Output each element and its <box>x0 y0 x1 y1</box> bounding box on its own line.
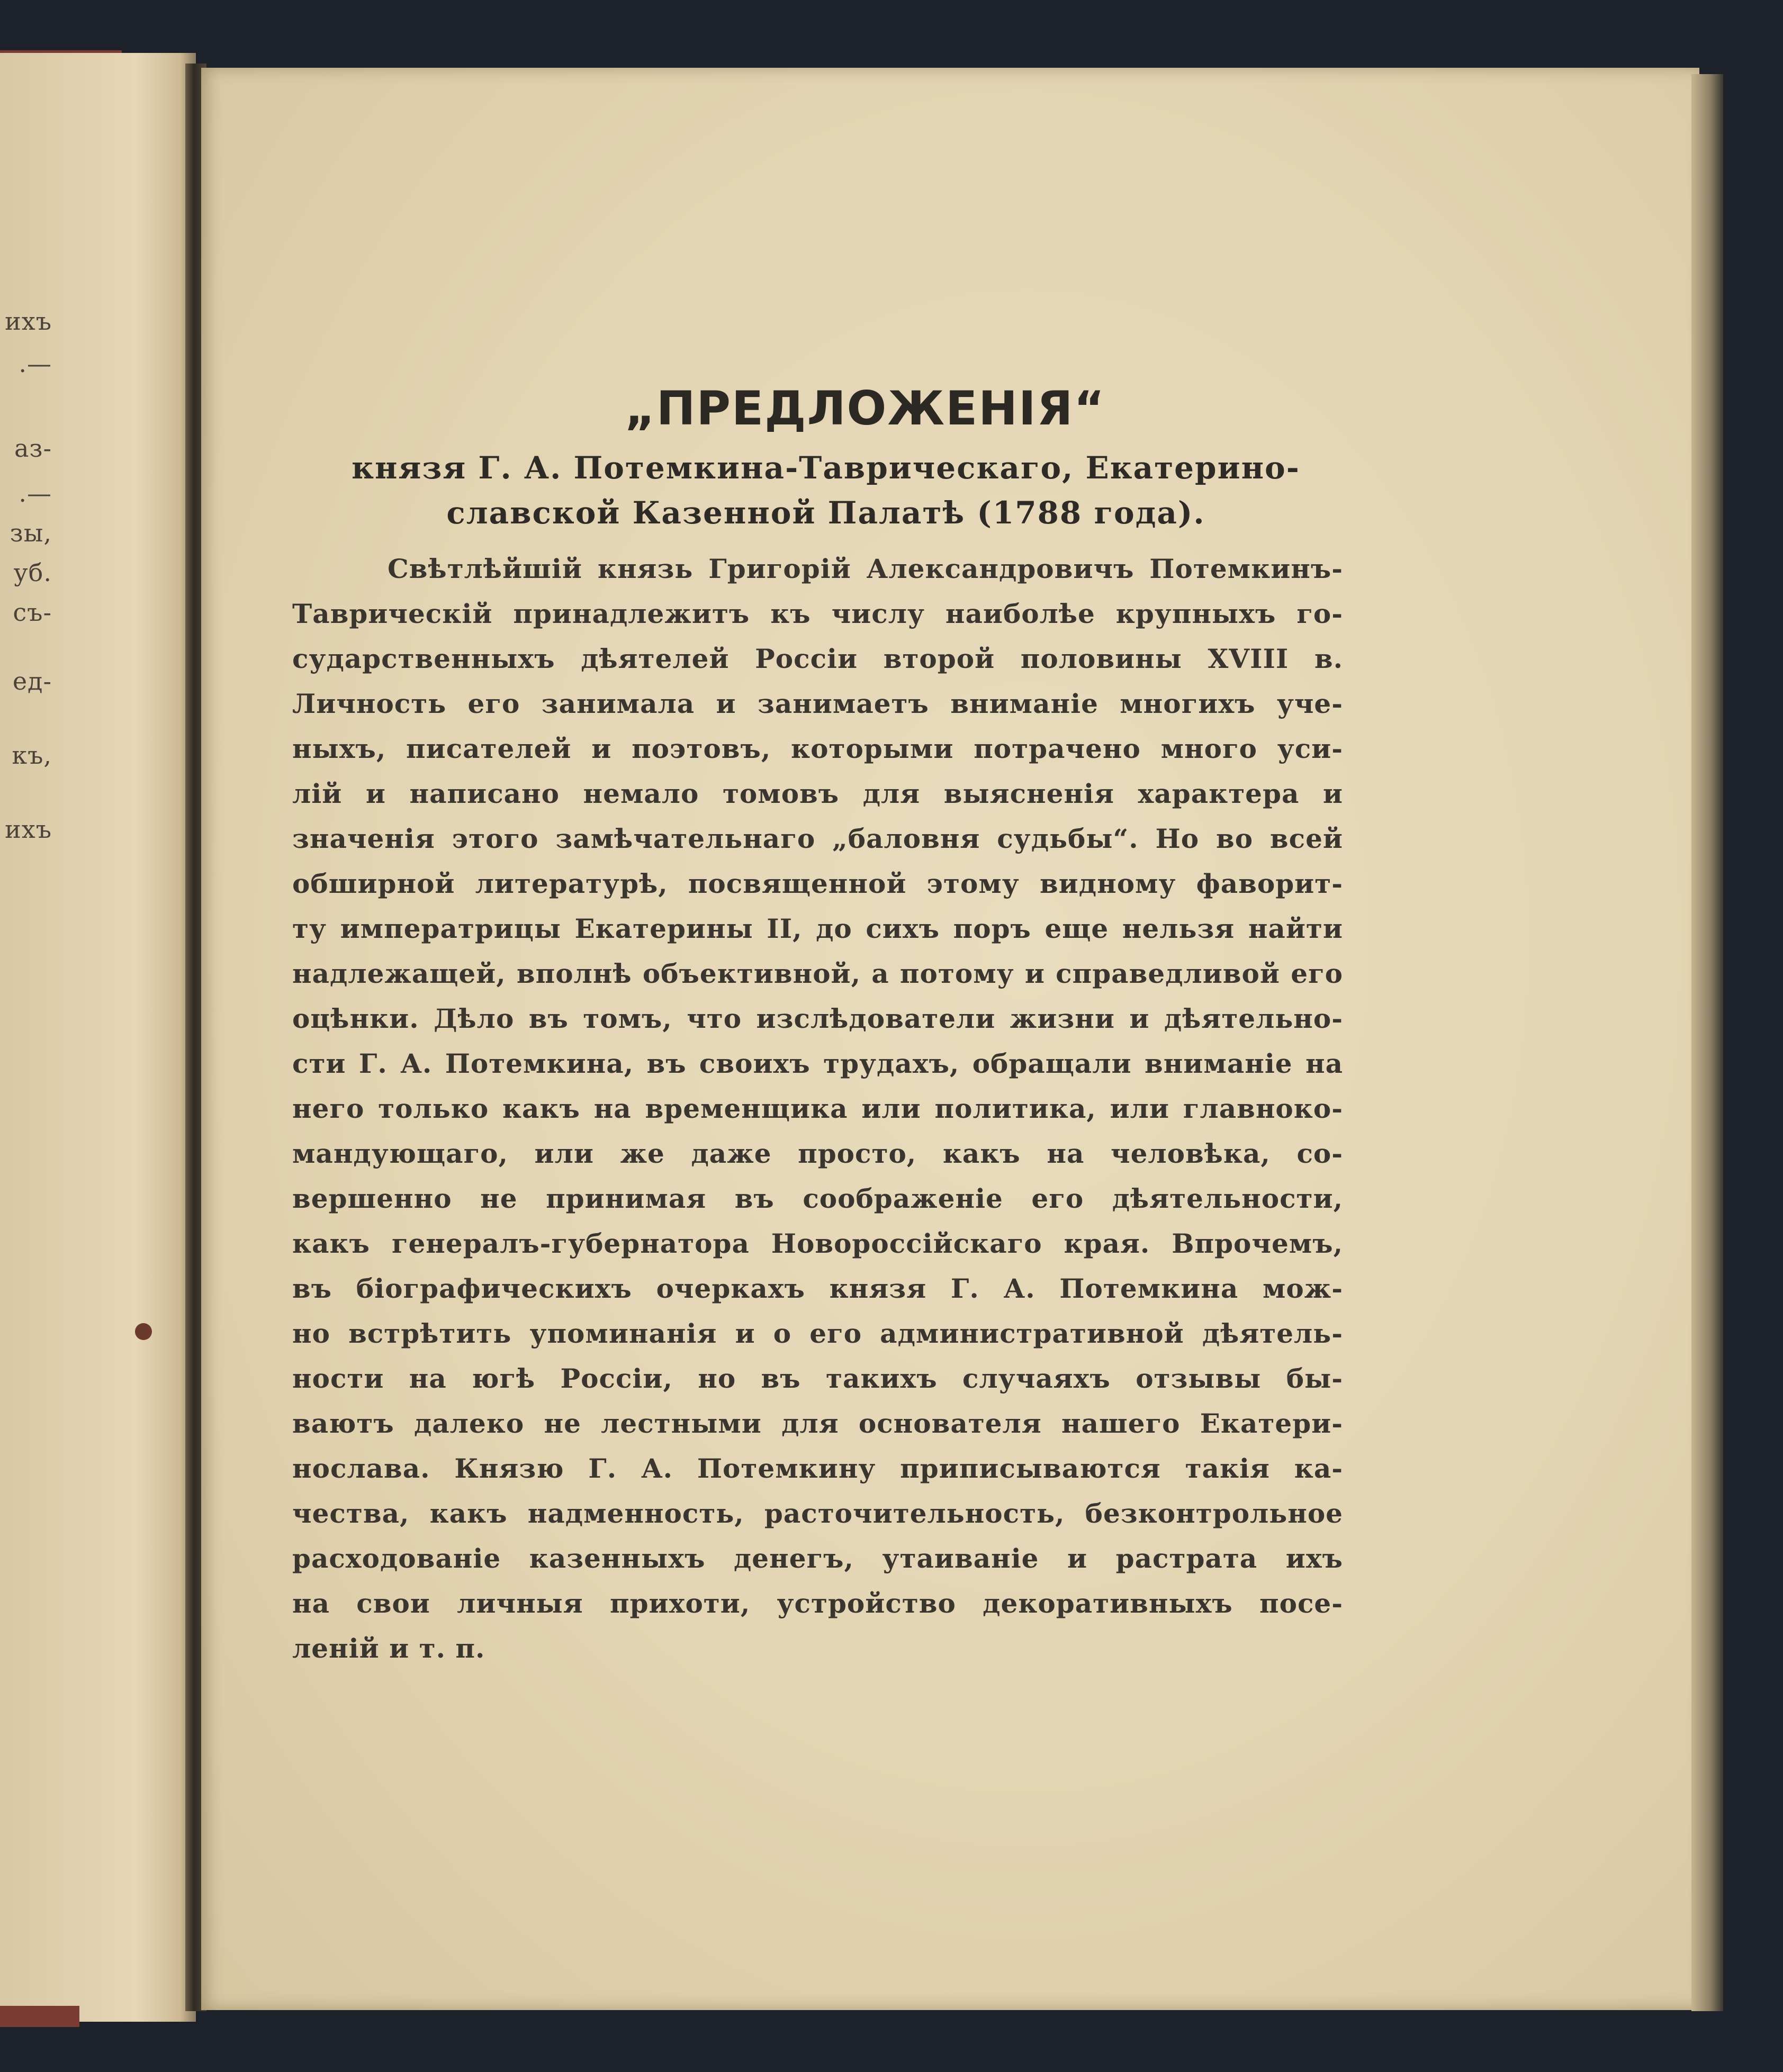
body-line: Таврическій принадлежитъ къ числу наиболѣе крупныхъ го- <box>292 598 1343 629</box>
body-line: но встрѣтить упоминанія и о его административной дѣятель- <box>292 1318 1343 1349</box>
ink-spot <box>135 1323 152 1340</box>
body-line: леній и т. п. <box>292 1633 485 1664</box>
body-line: ности на югѣ Россіи, но въ такихъ случаяхъ отзывы бы- <box>292 1363 1343 1394</box>
body-line: оцѣнки. Дѣло въ томъ, что изслѣдователи жизни и дѣятельно- <box>292 1003 1343 1034</box>
left-page-binding-bottom <box>0 2006 79 2027</box>
left-page-fragment: къ, <box>12 741 52 770</box>
left-page-fragment: уб. <box>13 558 52 587</box>
body-line: ваютъ далеко не лестными для основателя нашего Екатери- <box>292 1408 1343 1439</box>
body-line: сударственныхъ дѣятелей Россіи второй половины XVIII в. <box>292 643 1343 674</box>
document-title: „ПРЕДЛОЖЕНІЯ“ <box>625 381 1106 436</box>
document-subtitle-line: славской Казенной Палатѣ (1788 года). <box>446 495 1205 531</box>
left-page-fragment: аз- <box>14 434 52 463</box>
left-page <box>0 53 196 2022</box>
body-line: какъ генералъ-губернатора Новороссійскаго края. Впрочемъ, <box>292 1228 1343 1259</box>
body-line: сти Г. А. Потемкина, въ своихъ трудахъ, обращали вниманіе на <box>292 1048 1343 1079</box>
page-edge <box>1691 74 1723 2011</box>
left-page-fragment: съ- <box>13 598 52 627</box>
body-line: надлежащей, вполнѣ объективной, а потому и справедливой его <box>292 958 1343 989</box>
body-line: на свои личныя прихоти, устройство декоративныхъ посе- <box>292 1588 1343 1619</box>
body-line: расходованіе казенныхъ денегъ, утаиваніе и растрата ихъ <box>292 1543 1343 1574</box>
left-page-fragment: зы, <box>10 519 52 547</box>
body-line: него только какъ на временщика или политика, или главноко- <box>292 1093 1343 1124</box>
body-line: ныхъ, писателей и поэтовъ, которыми потрачено много уси- <box>292 733 1343 764</box>
left-page-fragment: ихъ <box>5 815 52 844</box>
body-line: Личность его занимала и занимаетъ вниманіе многихъ уче- <box>292 688 1343 719</box>
left-page-fragment: ед- <box>12 667 52 695</box>
body-line: въ біографическихъ очеркахъ князя Г. А. Потемкина мож- <box>292 1273 1343 1304</box>
body-line: лій и написано немало томовъ для выясненія характера и <box>292 778 1343 809</box>
document-page <box>201 68 1699 2010</box>
body-line: значенія этого замѣчательнаго „баловня судьбы“. Но во всей <box>292 823 1343 854</box>
body-line: обширной литературѣ, посвященной этому видному фаворит- <box>292 868 1343 899</box>
body-line: мандующаго, или же даже просто, какъ на человѣка, со- <box>292 1138 1343 1169</box>
document-subtitle-line: князя Г. А. Потемкина-Таврическаго, Екатерино- <box>352 450 1300 486</box>
body-line: Свѣтлѣйшій князь Григорій Александровичъ Потемкинъ- <box>388 553 1343 584</box>
body-line: чества, какъ надменность, расточительность, безконтрольное <box>292 1498 1343 1529</box>
body-line: ту императрицы Екатерины II, до сихъ поръ еще нельзя найти <box>292 913 1343 944</box>
left-page-fragment: ихъ <box>5 307 52 336</box>
body-line: нослава. Князю Г. А. Потемкину приписываются такія ка- <box>292 1453 1343 1484</box>
body-line: вершенно не принимая въ соображеніе его дѣятельности, <box>292 1183 1343 1214</box>
left-page-fragment: .— <box>19 479 52 508</box>
left-page-fragment: .— <box>19 349 52 378</box>
